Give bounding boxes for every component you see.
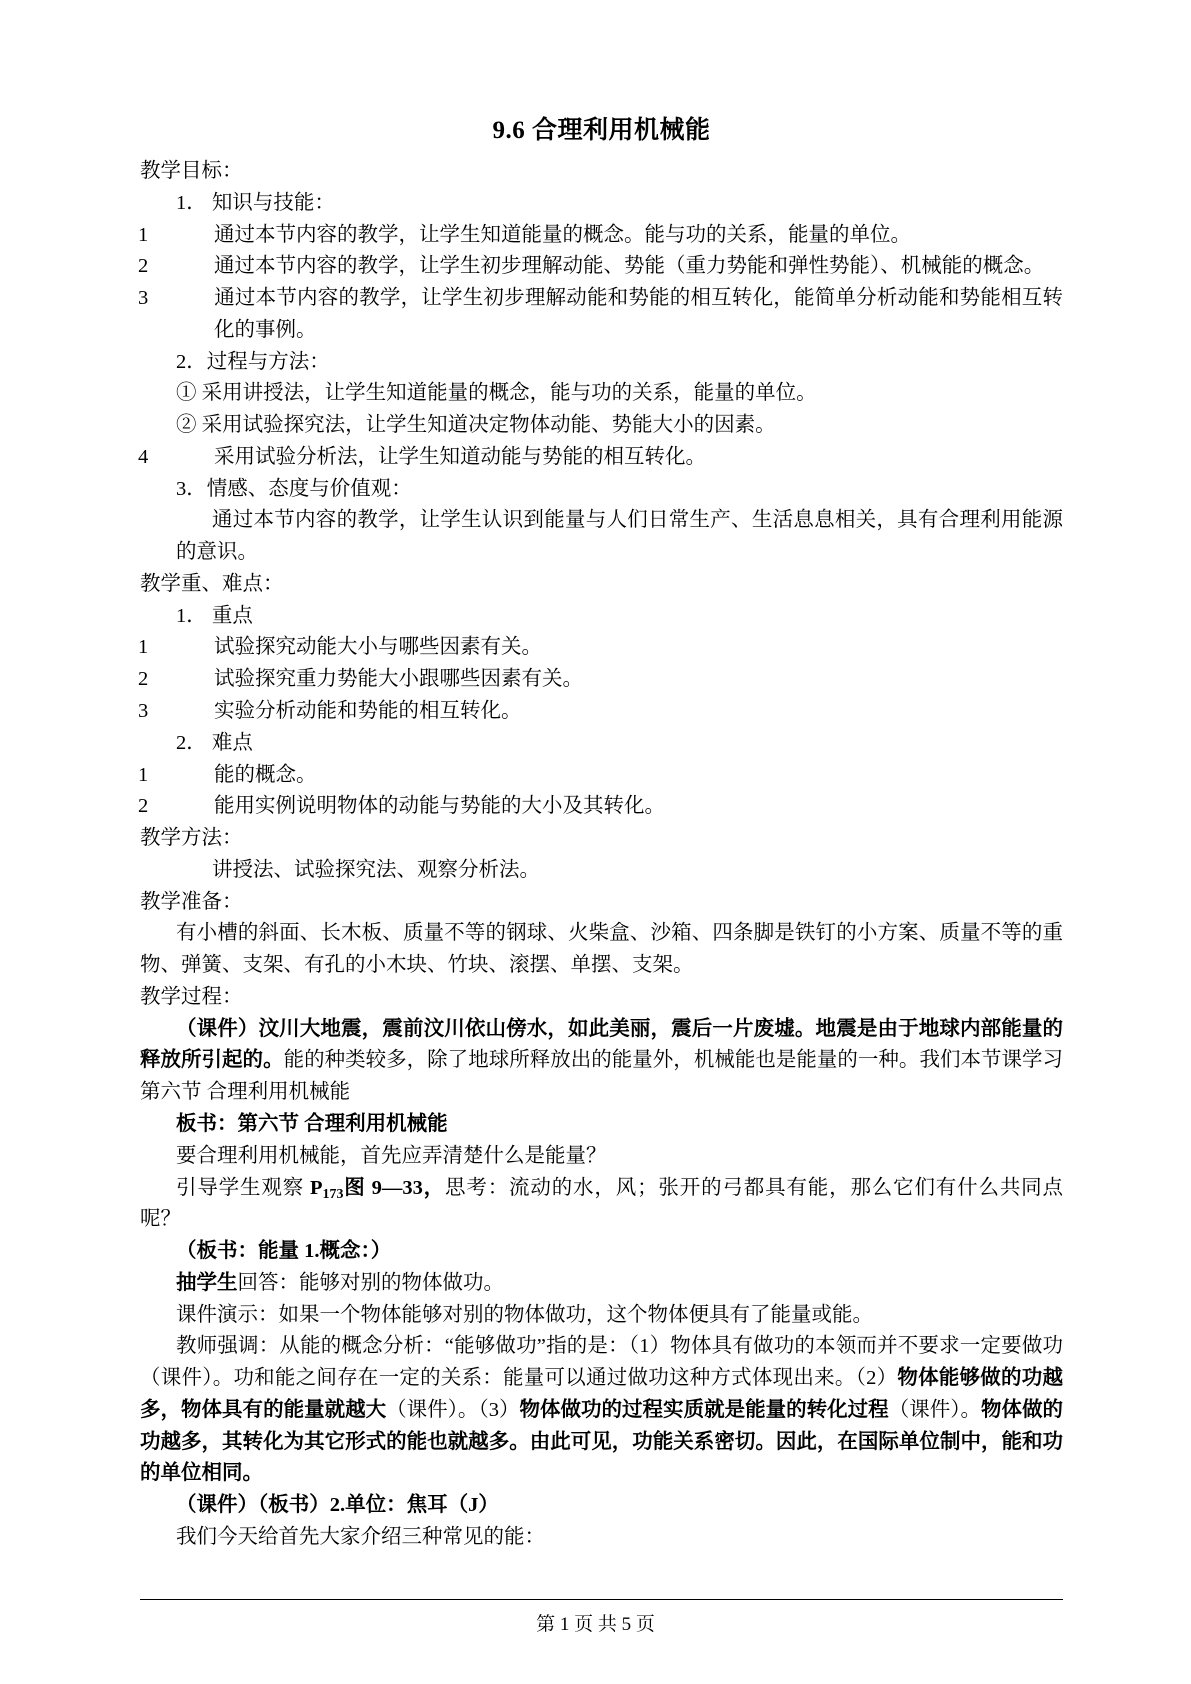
goal2-item-1: ① 采用讲授法，让学生知道能量的概念，能与功的关系，能量的单位。 — [176, 382, 817, 405]
key-item-3 — [138, 696, 1063, 728]
teaching-method-text: 讲授法、试验探究法、观察分析法。 — [212, 858, 540, 881]
board-note-2 — [140, 1236, 1063, 1268]
p6-normal: 回答：能够对别的物体做功。 — [237, 1271, 504, 1294]
goal3-text: 通过本节内容的教学，让学生认识到能量与人们日常生产、生活息息相关，具有合理利用能源的意识。 — [176, 509, 1063, 564]
teaching-prepare-heading: 教学准备： — [140, 890, 243, 913]
process-p1-normal: 能的种类较多，除了地球所释放出的能量外，机械能也是能量的一种。我们本节课学习 第六节 合理利用机械能 — [140, 1049, 1064, 1104]
p8-bold-c: 物体做的功越多，其转化为其它形式的能也就越多。由此可见，功能关系密切。因此，在国际单位制中，能和功的单位相同。 — [140, 1398, 1064, 1485]
p8-normal-a: 教师强调：从能的概念分析：“能够做功”指的是：（1）物体具有做功的本领而并不要求一定要做功（课件）。功和能之间存在一定的关系：能量可以通过做功这种方式体现出来。（2） — [140, 1335, 1063, 1390]
list-text: 能的概念。 — [214, 763, 317, 786]
list-number: 1 — [138, 636, 149, 659]
teaching-method-heading: 教学方法： — [140, 827, 243, 850]
p6-bold: 抽学生 — [176, 1271, 238, 1294]
key-points-heading: 1． 重点 — [176, 604, 253, 627]
difficulty-item-2 — [138, 791, 1063, 823]
board-note-2-text: （板书：能量 1.概念：） — [176, 1240, 392, 1263]
list-number: 4 — [138, 445, 149, 468]
list-text: 试验探究重力势能大小跟哪些因素有关。 — [214, 668, 583, 691]
process-paragraph-7: 我们今天给首先大家介绍三种常见的能： — [176, 1525, 545, 1548]
process-paragraph-2: 要合理利用机械能，首先应弄清楚什么是能量？ — [176, 1144, 607, 1167]
goal1-item-2 — [138, 251, 1063, 283]
goal3-heading: 3．情感、态度与价值观： — [176, 477, 412, 500]
difficulty-points-heading: 2． 难点 — [176, 731, 253, 754]
list-text: 通过本节内容的教学，让学生初步理解动能、势能（重力势能和弹性势能）、机械能的概念。 — [214, 255, 1045, 278]
process-paragraph-1 — [140, 1014, 1063, 1109]
list-number: 2 — [138, 795, 149, 818]
list-text: 通过本节内容的教学，让学生知道能量的概念。能与功的关系，能量的单位。 — [214, 223, 911, 246]
goal1-heading: 1． 知识与技能： — [176, 191, 335, 214]
teaching-process-heading: 教学过程： — [140, 985, 243, 1008]
process-paragraph-6 — [140, 1331, 1063, 1490]
list-text: 通过本节内容的教学，让学生初步理解动能和势能的相互转化，能简单分析动能和势能相互转化的事例。 — [214, 287, 1063, 341]
p4-bold-rest: 图 9—33， — [343, 1176, 446, 1199]
list-number: 1 — [138, 223, 149, 246]
p4-bold-p: P — [310, 1176, 323, 1199]
key-item-2 — [138, 664, 1063, 696]
board-note-1 — [140, 1109, 1063, 1141]
difficulty-item-1 — [138, 760, 1063, 792]
board-note-3 — [140, 1490, 1063, 1522]
goal1-item-1 — [138, 220, 1063, 252]
process-paragraph-5: 课件演示：如果一个物体能够对别的物体做功，这个物体便具有了能量或能。 — [176, 1303, 873, 1326]
page-footer: 第 1 页 共 5 页 — [536, 1614, 655, 1635]
p8-normal-b: （课件）。（3） — [386, 1398, 520, 1421]
list-text: 能用实例说明物体的动能与势能的大小及其转化。 — [214, 795, 665, 818]
teaching-prepare-text: 有小槽的斜面、长木板、质量不等的钢球、火柴盒、沙箱、四条脚是铁钉的小方案、质量不等的重物、弹簧、支架、有孔的小木块、竹块、滚摆、单摆、支架。 — [140, 922, 1063, 977]
page-title: 9.6 合理利用机械能 — [492, 117, 711, 144]
process-paragraph-4 — [140, 1268, 1063, 1300]
list-number: 2 — [138, 668, 149, 691]
p4-normal: 思考：流动的水，风；张开的弓都具有能，那么它们有什么共同点呢？ — [140, 1176, 1064, 1231]
list-text: 实验分析动能和势能的相互转化。 — [214, 700, 522, 723]
teaching-goals-heading: 教学目标： — [140, 160, 243, 182]
footer-divider — [140, 1599, 1063, 1600]
goal1-item-3 — [138, 283, 1063, 347]
board-note-1-text: 板书：第六节 合理利用机械能 — [176, 1112, 448, 1135]
key-item-1 — [138, 632, 1063, 664]
goal2-heading: 2．过程与方法： — [176, 350, 330, 373]
list-number: 3 — [138, 700, 149, 723]
p8-normal-c: （课件）。 — [888, 1398, 981, 1421]
list-number: 1 — [138, 763, 149, 786]
p8-bold-a: 物体能够做的功越多，物体具有的能量就越大 — [140, 1367, 1064, 1421]
p4-subscript: 173 — [322, 1186, 344, 1202]
process-p1-bold: （课件）汶川大地震，震前汶川依山傍水，如此美丽，震后一片废墟。地震是由于地球内部能量的释放所引起的。 — [140, 1017, 1063, 1072]
board-note-3-text: （课件）（板书）2.单位：焦耳（J） — [176, 1494, 499, 1517]
list-number: 3 — [138, 287, 149, 310]
p8-bold-b: 物体做功的过程实质就是能量的转化过程 — [519, 1398, 889, 1421]
list-number: 2 — [138, 255, 149, 278]
list-text: 试验探究动能大小与哪些因素有关。 — [214, 636, 542, 659]
goal2-item-4 — [138, 442, 1063, 474]
key-difficulty-heading: 教学重、难点： — [140, 572, 284, 595]
list-text: 采用试验分析法，让学生知道动能与势能的相互转化。 — [214, 445, 706, 468]
process-paragraph-3 — [140, 1173, 1063, 1237]
p4-lead: 引导学生观察 — [176, 1176, 310, 1199]
goal2-item-2: ② 采用试验探究法，让学生知道决定物体动能、势能大小的因素。 — [176, 414, 776, 437]
